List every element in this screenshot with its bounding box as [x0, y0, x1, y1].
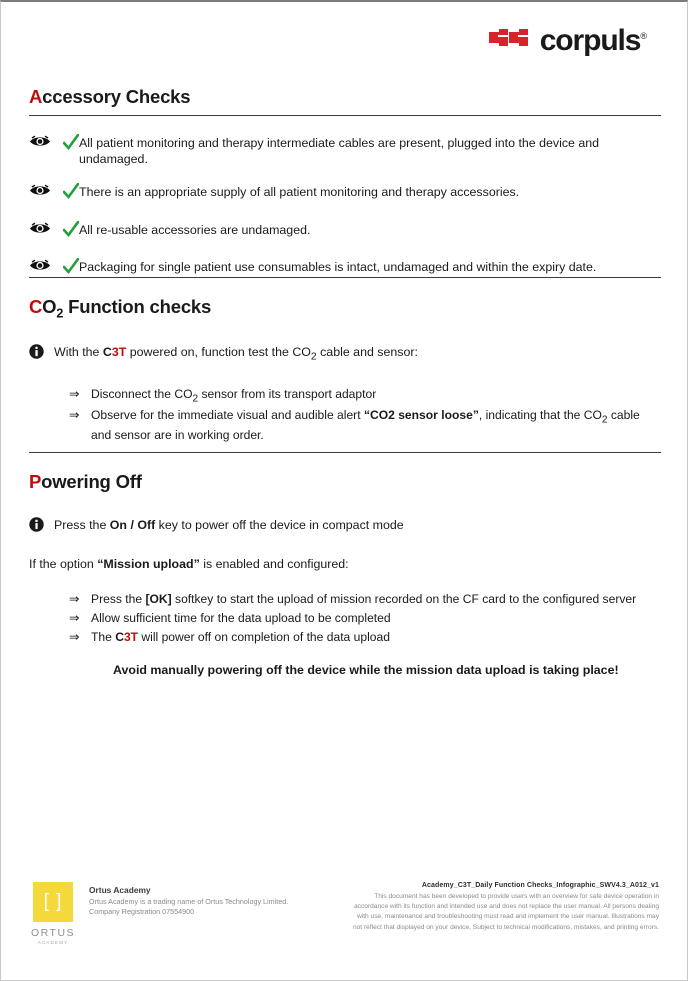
- intro-middle: powered on, function test the CO: [126, 344, 311, 359]
- section-powering-off: [29, 452, 661, 677]
- list-item-label: All patient monitoring and therapy intermediate cables are present, plugged into the device and undamaged.: [79, 136, 600, 166]
- corpuls-s-mark-icon: [487, 25, 531, 58]
- power-off-press-row: [29, 516, 661, 536]
- mission-upload-condition: [29, 556, 661, 572]
- list-item-label: [91, 407, 661, 443]
- footer-document-info: [347, 882, 659, 933]
- title-capital: P: [29, 471, 42, 492]
- list-item: [69, 407, 661, 443]
- condition-suffix: is enabled and configured:: [199, 557, 349, 572]
- intro-suffix: cable and sensor:: [316, 344, 418, 359]
- bullet-suffix: softkey to start the upload of mission recorded on the CF card to the configured server: [171, 592, 637, 607]
- section-divider: [29, 452, 661, 453]
- bullet-suffix: sensor from its transport adaptor: [198, 386, 377, 401]
- title-rest: ccessory Checks: [42, 86, 191, 107]
- list-item: [29, 134, 661, 167]
- company-name: Ortus Academy: [89, 885, 151, 895]
- bullet-prefix: Disconnect the CO: [91, 386, 193, 401]
- co2-intro-text: [54, 343, 661, 364]
- double-arrow-icon: ⇒: [69, 408, 80, 423]
- list-item: [69, 386, 661, 406]
- power-off-steps-list: [69, 591, 661, 645]
- page-footer: [1, 870, 687, 980]
- list-item-label: [91, 591, 661, 607]
- co2-steps-list: [69, 386, 661, 444]
- list-item-label: All re-usable accessories are undamaged.: [79, 222, 311, 237]
- bullet-suffix: will power off on completion of the data upload: [138, 629, 390, 644]
- section-divider: [29, 115, 661, 116]
- ortus-logo-square: [33, 882, 73, 922]
- corpuls-wordmark-text: corpuls: [539, 24, 641, 57]
- title-capital: A: [29, 86, 43, 107]
- double-arrow-icon: ⇒: [69, 610, 80, 625]
- double-arrow-icon: ⇒: [69, 386, 80, 401]
- accessory-checks-title: [29, 86, 661, 108]
- bullet-middle: , indicating that the CO: [478, 408, 602, 423]
- document-disclaimer: This document has been developed to provide users with an overview for safe device operation in accordance with its function and intended use and does not replace the user manual. All persons dealing with use, maintenance and troubleshooting must read and implement the user manual. Illustrations may not reflect that displayed on your device. Subject to technical modifications, mistakes, and printing errors.: [352, 893, 659, 931]
- list-item: [29, 183, 661, 205]
- co2-intro-row: [29, 343, 661, 364]
- device-3t: 3T: [123, 629, 139, 644]
- press-prefix: Press the: [54, 518, 110, 532]
- ortus-logo-name: ORTUS: [30, 927, 76, 939]
- visual-check-eye-icon: [29, 134, 55, 153]
- co2-function-checks-title: [29, 296, 661, 321]
- footer-company-info: [89, 882, 288, 918]
- device-c: C: [115, 629, 124, 644]
- bullet-prefix: Press the: [91, 592, 146, 607]
- ortus-academy-logo-icon: [29, 882, 77, 945]
- title-rest: Function checks: [63, 296, 212, 317]
- co2-subscript: 2: [601, 414, 608, 426]
- visual-check-eye-icon: [29, 183, 55, 202]
- list-item: [69, 610, 661, 627]
- list-item-label: Allow sufficient time for the data upload to be completed: [91, 610, 391, 625]
- document-code: Academy_C3T_Daily Function Checks_Infographic_SWV4.3_A012_v1: [421, 882, 659, 889]
- bullet-suffix: cable and sensor are in working order.: [91, 408, 640, 443]
- list-item: [69, 591, 661, 608]
- powering-off-title: [29, 471, 661, 493]
- list-item-label: [91, 386, 661, 406]
- list-item-label: [91, 629, 661, 645]
- intro-prefix: With the: [54, 344, 103, 359]
- bullet-prefix: Observe for the immediate visual and audible alert: [91, 408, 364, 423]
- section-accessory-checks: [29, 86, 661, 296]
- device-c: C: [102, 344, 112, 359]
- list-item: [29, 221, 661, 243]
- device-3t: 3T: [111, 344, 127, 359]
- power-off-press-text: [54, 516, 661, 533]
- info-circle-icon: [29, 343, 54, 363]
- title-capital: C: [29, 296, 43, 317]
- title-o: O: [42, 296, 57, 317]
- corpuls-brand: [487, 24, 647, 58]
- list-item-label: Packaging for single patient use consumables is intact, undamaged and within the expiry date.: [79, 260, 597, 274]
- press-suffix: key to power off the device in compact mode: [155, 518, 404, 532]
- alert-message: “CO2 sensor loose”: [363, 408, 479, 423]
- co2-subscript: 2: [310, 351, 317, 363]
- on-off-key-label: On / Off: [109, 518, 156, 532]
- title-rest: owering Off: [41, 471, 142, 492]
- section-divider: [29, 277, 661, 278]
- condition-prefix: If the option: [29, 557, 98, 572]
- company-registration-line: Company Registration 07554900: [89, 907, 195, 917]
- section-co2-function-checks: [29, 277, 661, 445]
- registered-mark: ®: [640, 31, 647, 41]
- info-circle-icon: [29, 516, 54, 536]
- double-arrow-icon: ⇒: [69, 629, 80, 644]
- accessory-check-list: [29, 134, 661, 280]
- ortus-logo-brackets: [ ]: [43, 891, 63, 912]
- list-item-label: There is an appropriate supply of all patient monitoring and therapy accessories.: [79, 185, 520, 199]
- corpuls-wordmark: [540, 26, 647, 56]
- company-trading-line: Ortus Academy is a trading name of Ortus Technology Limited.: [89, 897, 289, 906]
- co2-subscript: 2: [192, 392, 199, 404]
- mission-upload-label: “Mission upload”: [97, 557, 200, 572]
- upload-warning-text: Avoid manually powering off the device while the mission data upload is taking place!: [113, 663, 619, 678]
- double-arrow-icon: ⇒: [69, 592, 80, 607]
- visual-check-eye-icon: [29, 221, 55, 240]
- title-subscript: 2: [56, 306, 64, 321]
- bullet-prefix: The: [91, 629, 116, 644]
- ortus-logo-subtitle: ACADEMY: [37, 940, 69, 945]
- ok-softkey-label: [OK]: [145, 592, 172, 607]
- visual-check-eye-icon: [29, 258, 55, 277]
- footer-branding: [29, 882, 288, 945]
- list-item: [69, 629, 661, 646]
